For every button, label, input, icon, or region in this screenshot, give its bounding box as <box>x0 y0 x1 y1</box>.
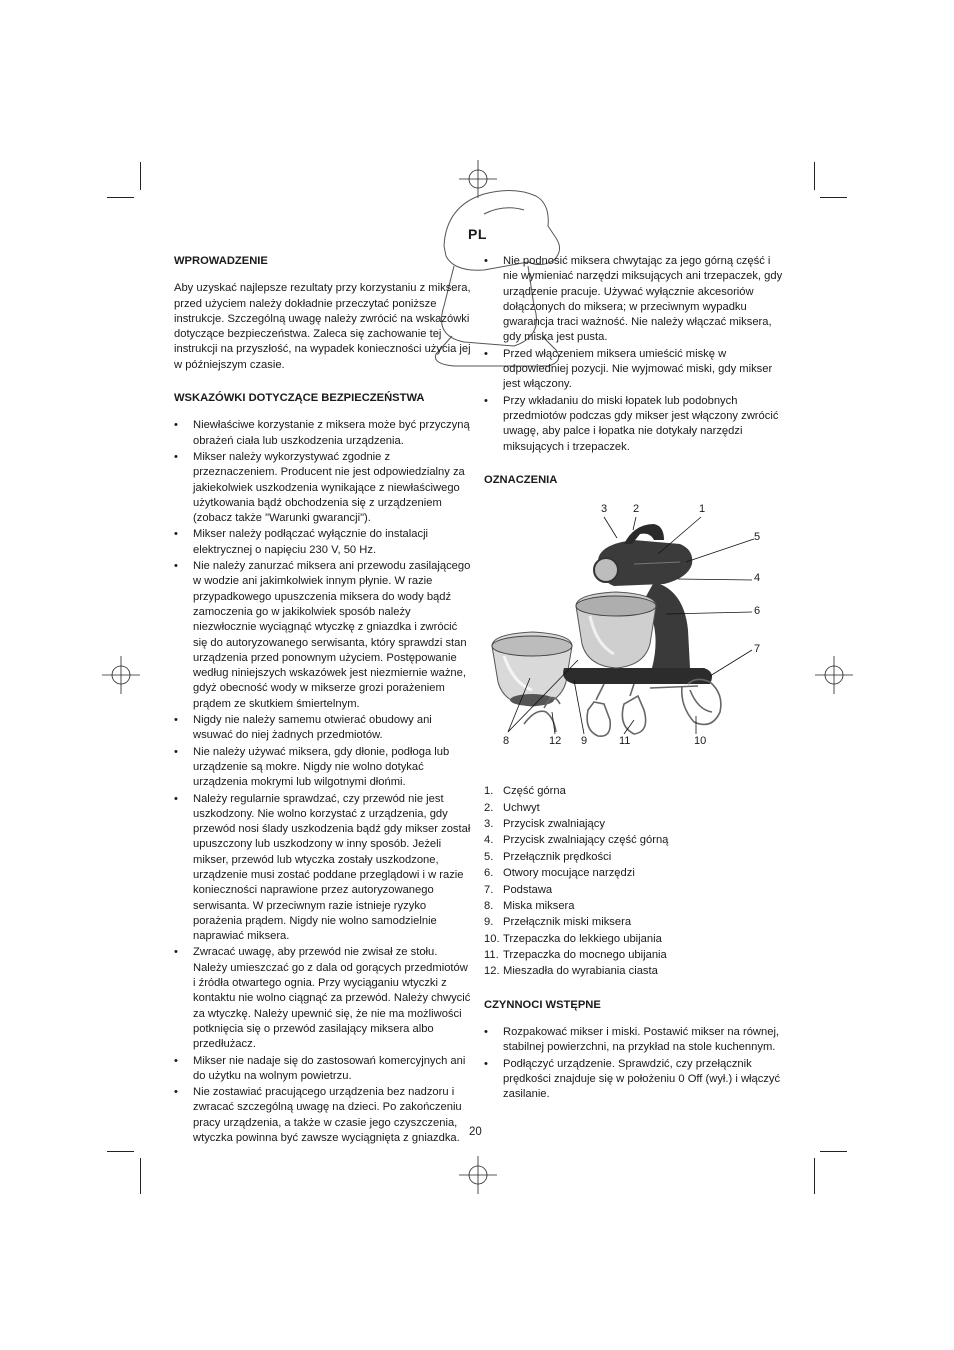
safety-item: • Nie należy zanurzać miksera ani przewodu zasilającego w wodzie ani jakimkolwiek innym płynie. W razie przypadkowego upuszczenia miksera do wody bądź zamoczenia go w jakikolwiek sposób należy niezwłocznie wyciągnąć wtyczkę z gniazdka i zwrócić się do autoryzowanego serwisanta, który sprawdzi stan urządzenia przed ponownym użyciem. Postępowanie według niniejszych wskazówek jest niezmiernie ważne, gdyż obecność wody w mikserze grozi porażeniem prądem ze skutkiem śmiertelnym. <box>174 559 472 712</box>
page-number: 20 <box>469 1126 482 1138</box>
mixer-diagram <box>484 500 784 762</box>
safety-item: • Przed włączeniem miksera umieścić miskę w odpowiedniej pozycji. Nie wyjmować miski, gdy mikser jest włączony. <box>484 347 786 393</box>
part-item: 8. Miska miksera <box>484 899 575 912</box>
crop-mark <box>107 197 134 198</box>
part-item: 9. Przełącznik miski miksera <box>484 916 632 929</box>
intro-paragraph: Aby uzyskać najlepsze rezultaty przy korzystaniu z miksera, przed użyciem należy dokładnie przeczytać poniższe instrukcje. Szczególną uwagę należy zwrócić na wskazówki dotyczące bezpieczeństwa. Zaleca się zachowanie tej instrukcji na przyszłość, na wypadek konieczności użycia jej w późniejszym czasie. <box>174 282 471 371</box>
safety-item: • Mikser nie nadaje się do zastosowań komercyjnych ani do użytku na wolnym powietrzu. <box>174 1054 472 1085</box>
part-item: 3. Przycisk zwalniający <box>484 817 605 830</box>
callout-4: 4 <box>754 572 761 585</box>
parts-list <box>484 784 786 980</box>
safety-item: • Zwracać uwagę, aby przewód nie zwisał ze stołu. Należy umieszczać go z dala od gorących przedmiotów i źródła otwartego ognia. Przy wyciąganiu wtyczki z kontaktu nie wolno ciągnąć za przewód. Należy chwycić za wtyczkę. Należy upewnić się, że nie ma możliwości potknięcia się o przewód zasilający miksera albo przedłużacz. <box>174 945 472 1052</box>
crop-mark <box>140 1158 141 1194</box>
registration-mark-right <box>815 656 853 694</box>
callout-8: 8 <box>503 735 510 748</box>
callout-1: 1 <box>699 503 706 516</box>
safety-item: • Nie należy używać miksera, gdy dłonie, podłoga lub urządzenie są mokre. Nigdy nie wolno dotykać urządzenia mokrymi lub wilgotnymi dłońmi. <box>174 745 472 791</box>
crop-mark <box>814 162 815 190</box>
crop-mark <box>820 1151 847 1152</box>
part-item: 6. Otwory mocujące narzędzi <box>484 867 635 880</box>
safety-item: • Mikser należy podłączać wyłącznie do instalacji elektrycznej o napięciu 230 V, 50 Hz. <box>174 527 472 558</box>
safety-item: • Przy wkładaniu do miski łopatek lub podobnych przedmiotów podczas gdy mikser jest włączony zwrócić uwagę, aby palce i łopatka nie dotykały narzędzi miksujących i trzepaczek. <box>484 394 786 455</box>
part-item: 11. Trzepaczka do mocnego ubijania <box>484 949 667 962</box>
mixer-body-graphic <box>563 524 712 684</box>
safety-item: • Niewłaściwe korzystanie z miksera może być przyczyną obrażeń ciała lub uszkodzenia urządzenia. <box>174 418 472 449</box>
callout-10: 10 <box>694 735 707 748</box>
callout-2: 2 <box>633 503 640 516</box>
crop-mark <box>814 1158 815 1194</box>
part-item: 2. Uchwyt <box>484 801 540 814</box>
part-item: 10. Trzepaczka do lekkiego ubijania <box>484 932 662 945</box>
callout-9: 9 <box>581 735 588 748</box>
part-item: 7. Podstawa <box>484 883 553 896</box>
preparation-heading: CZYNNOCI WSTĘPNE <box>484 998 601 1011</box>
safety-item: • Nie zostawiać pracującego urządzenia bez nadzoru i zwracać szczególną uwagę na dzieci. Po zakończeniu pracy urządzenia, a także w czasie jego czyszczenia, wtyczka powinna być zawsze wyciągnięta z gniazdka. <box>174 1085 472 1146</box>
callout-6: 6 <box>754 605 761 618</box>
safety-item: • Mikser należy wykorzystywać zgodnie z przeznaczeniem. Producent nie jest odpowiedzialny za jakiekolwiek uszkodzenia wynikające z niewłaściwego użytkowania bądź obchodzenia się z urządzeniem (zobacz także "Warunki gwarancji"). <box>174 450 472 526</box>
part-item: 4. Przycisk zwalniający część górną <box>484 834 669 847</box>
part-item: 5. Przełącznik prędkości <box>484 850 612 863</box>
crop-mark <box>820 197 847 198</box>
parts-heading: OZNACZENIA <box>484 473 558 486</box>
safety-item: • Nigdy nie należy samemu otwierać obudowy ani wsuwać do niej żadnych przedmiotów. <box>174 713 472 744</box>
crop-mark <box>107 1151 134 1152</box>
mixer-illustration <box>484 500 784 762</box>
preparation-list <box>484 1025 786 1102</box>
safety-heading: WSKAZÓWKI DOTYCZĄCE BEZPIECZEŃSTWA <box>174 392 425 405</box>
callout-5: 5 <box>754 531 761 544</box>
callout-3: 3 <box>601 503 608 516</box>
loose-bowl-graphic <box>492 632 572 706</box>
preparation-item: • Rozpakować mikser i miski. Postawić mikser na równej, stabilnej powierzchni, na przykład na stole kuchennym. <box>484 1025 786 1056</box>
part-item: 1. Część górna <box>484 785 566 798</box>
part-item: 12. Mieszadła do wyrabiania ciasta <box>484 965 658 978</box>
right-column <box>484 254 786 1121</box>
safety-list <box>174 418 472 1146</box>
crop-mark <box>140 162 141 190</box>
callout-12: 12 <box>549 735 562 748</box>
callout-11: 11 <box>619 735 631 748</box>
preparation-item: • Podłączyć urządzenie. Sprawdzić, czy przełącznik prędkości znajduje się w położeniu 0 Off (wył.) i włączyć zasilanie. <box>484 1057 786 1103</box>
safety-list-continued <box>484 254 786 455</box>
safety-item: • Nie podnosić miksera chwytając za jego górną część i nie wymieniać narzędzi miksujących ani trzepaczek, gdy urządzenie pracuje. Używać wyłącznie akcesoriów dołączonych do miksera; w przeciwnym wypadku gwarancja traci ważność. Nie należy włączać miksera, gdy miska jest pusta. <box>484 254 786 346</box>
safety-item: • Należy regularnie sprawdzać, czy przewód nie jest uszkodzony. Nie wolno korzystać z urządzenia, gdy przewód nosi ślady uszkodzenia bądź gdy mikser został upuszczony lub uszkodzony w inny sposób. Jeżeli mikser, przewód lub wtyczka zostały uszkodzone, urządzenie musi zostać poddane przeglądowi i w razie konieczności naprawione przez autoryzowanego serwisanta. W przeciwnym razie istnieje ryzyko porażenia prądem. Nigdy nie wolno samodzielnie naprawiać miksera. <box>174 792 472 945</box>
callout-7: 7 <box>754 643 761 656</box>
left-column <box>174 254 472 1164</box>
intro-heading: WPROWADZENIE <box>174 255 268 267</box>
registration-mark-left <box>102 656 140 694</box>
language-tab: PL <box>468 226 487 242</box>
